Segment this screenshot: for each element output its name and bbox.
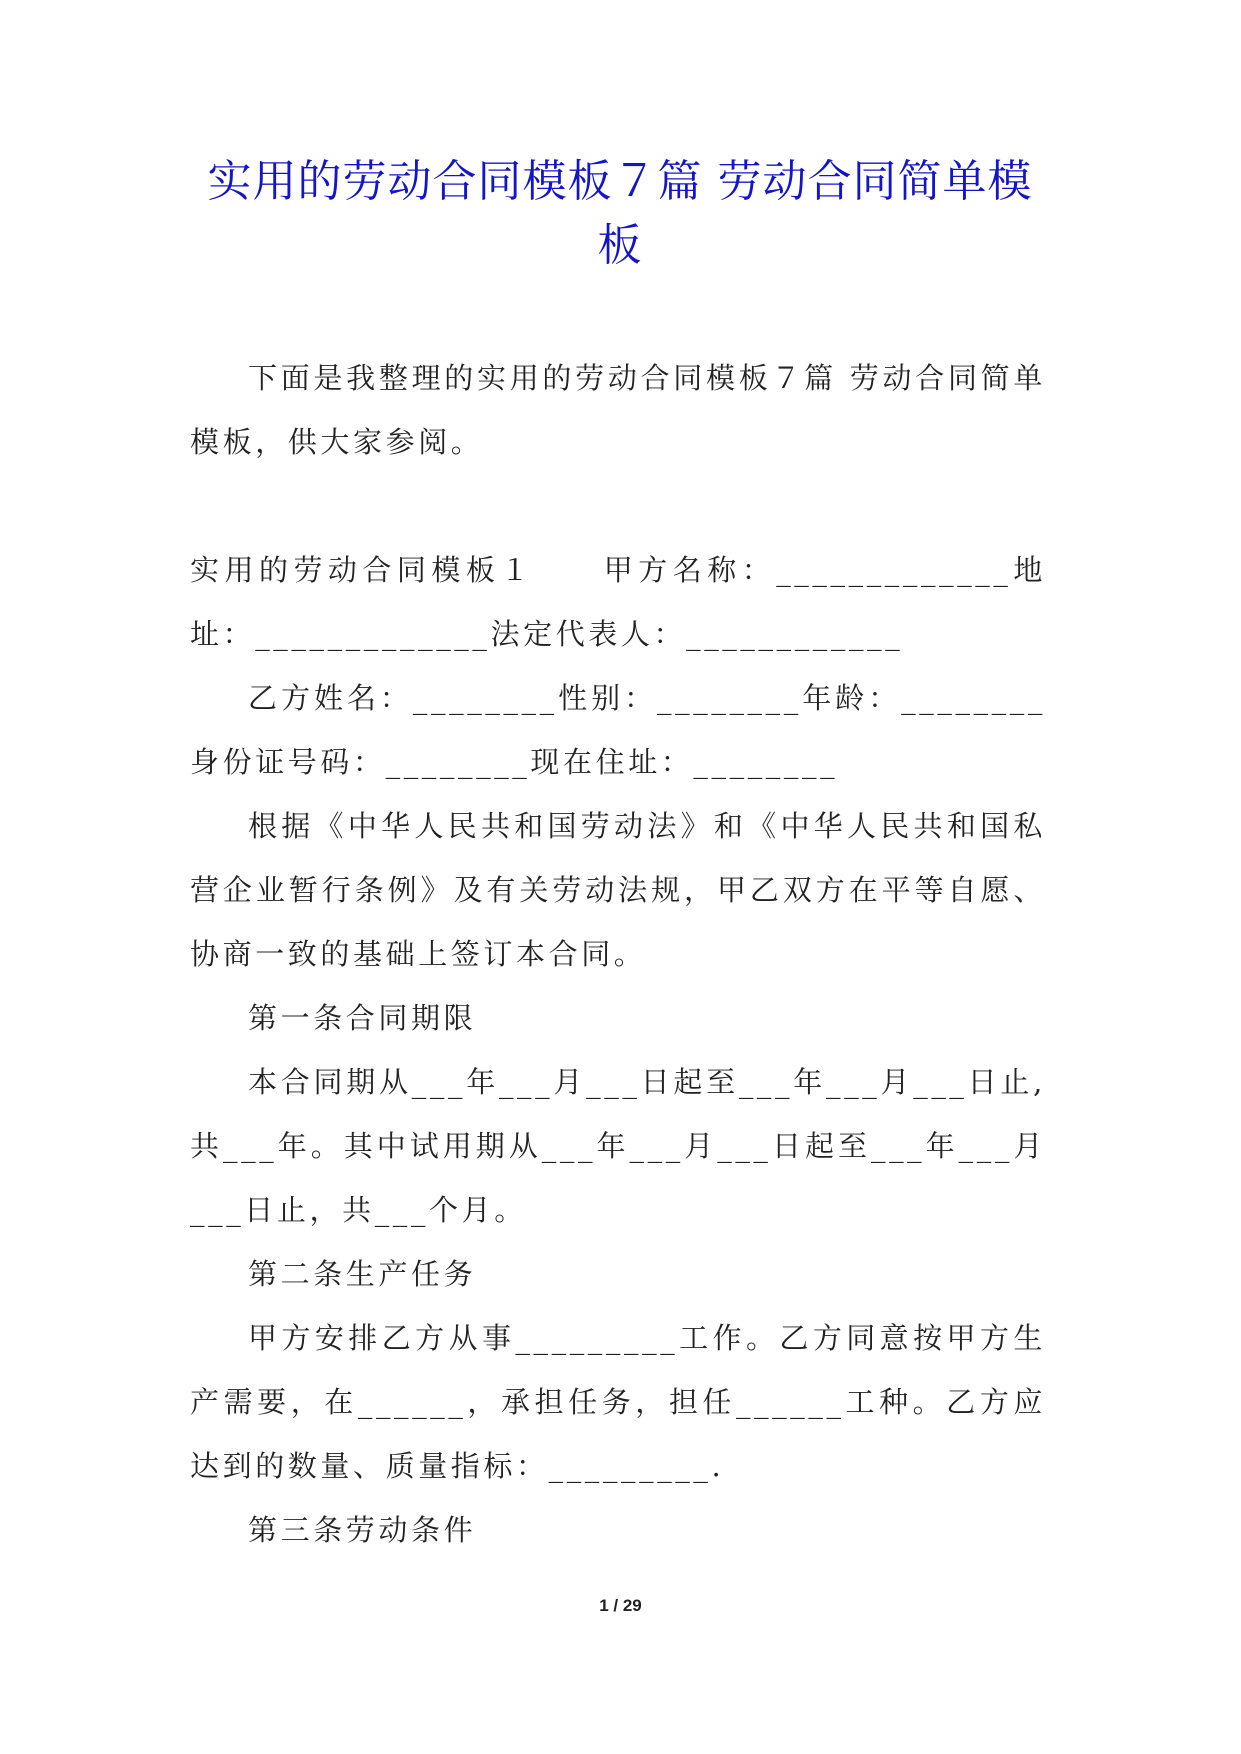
- page-number: 1 / 29: [599, 1596, 642, 1615]
- article-1-heading: 第一条合同期限: [248, 1001, 477, 1035]
- party-a-paragraph: 实用的劳动合同模板１ 甲方名称：_____________地址：_____________法定代表人：____________: [190, 553, 1046, 651]
- document-body: [190, 346, 1046, 1562]
- document-title: 实用的劳动合同模板７篇 劳动合同简单模板: [207, 156, 1033, 271]
- article-3-heading: 第三条劳动条件: [248, 1513, 477, 1547]
- article-1-paragraph: 本合同期从___年___月___日起至___年___月___日止,共___年。其中试用期从___年___月___日起至___年___月___日止，共___个月。: [190, 1065, 1046, 1227]
- intro-paragraph: 下面是我整理的实用的劳动合同模板７篇 劳动合同简单模板，供大家参阅。: [190, 361, 1046, 459]
- article-2-paragraph: 甲方安排乙方从事_________工作。乙方同意按甲方生产需要，在______，承担任务，担任______工种。乙方应达到的数量、质量指标：_________.: [190, 1321, 1046, 1483]
- party-b-paragraph: 乙方姓名：________性别：________年龄：________身份证号码：________现在住址：________: [190, 681, 1046, 779]
- legal-basis-paragraph: 根据《中华人民共和国劳动法》和《中华人民共和国私营企业暂行条例》及有关劳动法规，甲乙双方在平等自愿、协商一致的基础上签订本合同。: [190, 809, 1046, 971]
- article-2-heading: 第二条生产任务: [248, 1257, 477, 1291]
